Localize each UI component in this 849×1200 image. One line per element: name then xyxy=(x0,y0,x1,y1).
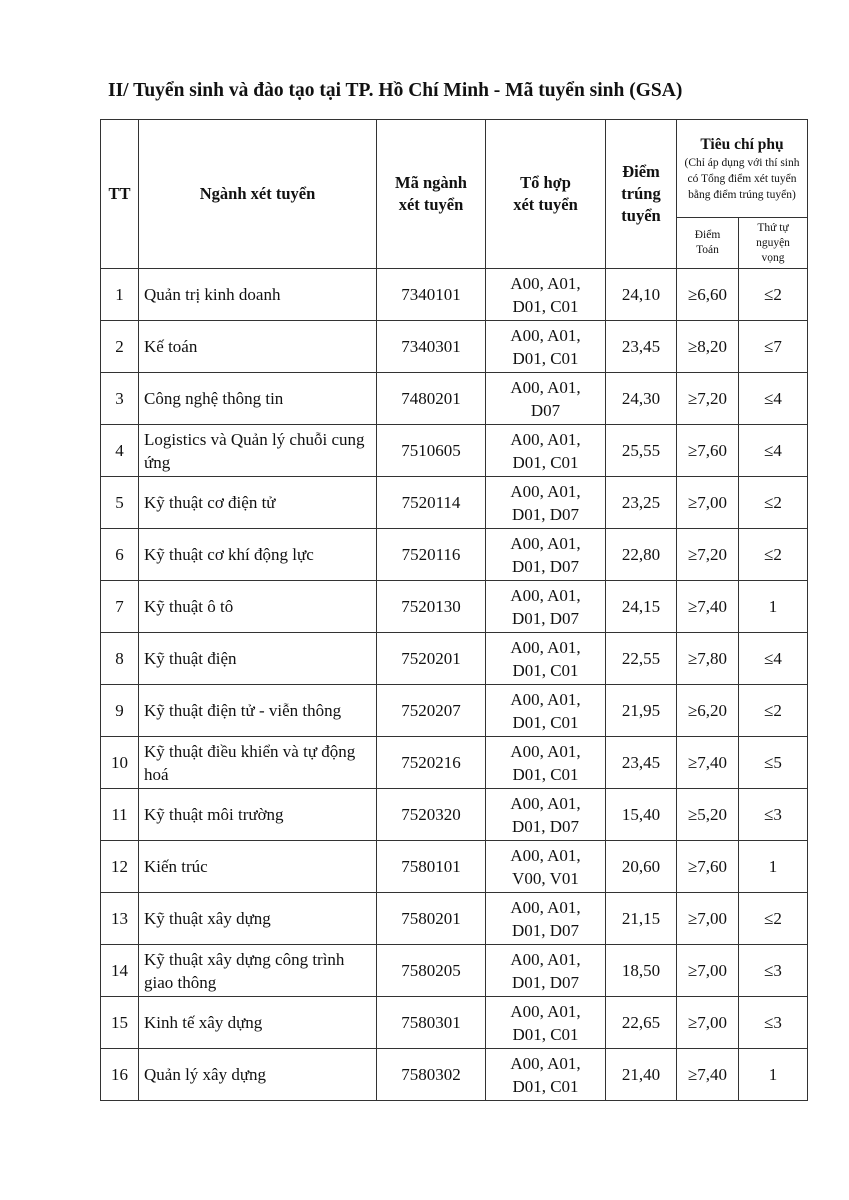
to-hop-line1: A00, A01, xyxy=(510,1001,581,1021)
page-title: II/ Tuyển sinh và đào tạo tại TP. Hồ Chí Minh - Mã tuyển sinh (GSA) xyxy=(108,80,683,101)
cell-ma-nganh: 7520130 xyxy=(377,581,486,633)
cell-diem: 24,10 xyxy=(606,269,677,321)
cell-to-hop xyxy=(486,997,606,1049)
cell-nguyen-vong: ≤2 xyxy=(739,269,808,321)
header-diem-line2: trúng xyxy=(621,184,661,203)
header-diem-toan xyxy=(677,218,739,269)
cell-ma-nganh: 7520216 xyxy=(377,737,486,789)
cell-tt: 10 xyxy=(101,737,139,789)
table-row xyxy=(101,789,808,841)
to-hop-line1: A00, A01, xyxy=(510,741,581,761)
to-hop-line2: D01, C01 xyxy=(512,712,579,732)
to-hop-line1: A00, A01, xyxy=(510,377,581,397)
cell-diem: 24,30 xyxy=(606,373,677,425)
cell-nganh: Kiến trúc xyxy=(139,841,377,893)
cell-diem-toan: ≥7,00 xyxy=(677,945,739,997)
header-tohop-line1: Tổ hợp xyxy=(520,173,571,192)
cell-nganh: Kỹ thuật điện xyxy=(139,633,377,685)
cell-diem-toan: ≥7,00 xyxy=(677,997,739,1049)
to-hop-line1: A00, A01, xyxy=(510,949,581,969)
cell-ma-nganh: 7480201 xyxy=(377,373,486,425)
to-hop-line2: D01, C01 xyxy=(512,1076,579,1096)
cell-tt: 15 xyxy=(101,997,139,1049)
table-row xyxy=(101,529,808,581)
table-row xyxy=(101,893,808,945)
cell-diem-toan: ≥6,60 xyxy=(677,269,739,321)
cell-tt: 6 xyxy=(101,529,139,581)
cell-tt: 12 xyxy=(101,841,139,893)
cell-nganh: Kinh tế xây dựng xyxy=(139,997,377,1049)
cell-ma-nganh: 7580301 xyxy=(377,997,486,1049)
cell-tt: 5 xyxy=(101,477,139,529)
cell-nganh: Quản lý xây dựng xyxy=(139,1049,377,1101)
to-hop-line2: D01, C01 xyxy=(512,1024,579,1044)
cell-nganh: Kỹ thuật điều khiển và tự động hoá xyxy=(139,737,377,789)
cell-ma-nganh: 7520201 xyxy=(377,633,486,685)
table-row xyxy=(101,373,808,425)
cell-nganh: Kỹ thuật xây dựng xyxy=(139,893,377,945)
cell-nguyen-vong: ≤2 xyxy=(739,477,808,529)
cell-tt: 14 xyxy=(101,945,139,997)
header-nganh: Ngành xét tuyển xyxy=(139,120,377,269)
cell-ma-nganh: 7520207 xyxy=(377,685,486,737)
cell-diem: 23,25 xyxy=(606,477,677,529)
table-row xyxy=(101,321,808,373)
cell-tt: 7 xyxy=(101,581,139,633)
cell-ma-nganh: 7580205 xyxy=(377,945,486,997)
to-hop-line2: D01, D07 xyxy=(511,556,580,576)
cell-nguyen-vong: 1 xyxy=(739,581,808,633)
cell-nguyen-vong: 1 xyxy=(739,841,808,893)
cell-diem-toan: ≥7,40 xyxy=(677,1049,739,1101)
table-row xyxy=(101,633,808,685)
to-hop-line2: D01, D07 xyxy=(511,504,580,524)
header-diem-line3: tuyển xyxy=(621,206,661,225)
table-row xyxy=(101,737,808,789)
to-hop-line2: D01, D07 xyxy=(511,608,580,628)
header-tieu-chi xyxy=(677,120,808,218)
cell-tt: 4 xyxy=(101,425,139,477)
header-toan-line2: Toán xyxy=(696,244,719,256)
cell-diem-toan: ≥7,00 xyxy=(677,477,739,529)
cell-to-hop xyxy=(486,581,606,633)
cell-nganh: Kỹ thuật điện tử - viễn thông xyxy=(139,685,377,737)
cell-tt: 13 xyxy=(101,893,139,945)
to-hop-line1: A00, A01, xyxy=(510,429,581,449)
cell-to-hop xyxy=(486,529,606,581)
cell-diem-toan: ≥6,20 xyxy=(677,685,739,737)
table-row xyxy=(101,1049,808,1101)
cell-diem: 21,40 xyxy=(606,1049,677,1101)
cell-to-hop xyxy=(486,685,606,737)
to-hop-line2: D01, D07 xyxy=(511,972,580,992)
cell-to-hop xyxy=(486,1049,606,1101)
to-hop-line2: V00, V01 xyxy=(512,868,579,888)
header-to-hop xyxy=(486,120,606,269)
cell-nguyen-vong: 1 xyxy=(739,1049,808,1101)
cell-ma-nganh: 7580302 xyxy=(377,1049,486,1101)
to-hop-line1: A00, A01, xyxy=(510,793,581,813)
cell-nguyen-vong: ≤4 xyxy=(739,425,808,477)
to-hop-line2: D01, C01 xyxy=(512,348,579,368)
cell-tt: 8 xyxy=(101,633,139,685)
cell-to-hop xyxy=(486,893,606,945)
cell-ma-nganh: 7580101 xyxy=(377,841,486,893)
to-hop-line1: A00, A01, xyxy=(510,689,581,709)
cell-to-hop xyxy=(486,789,606,841)
cell-diem: 23,45 xyxy=(606,737,677,789)
cell-tt: 16 xyxy=(101,1049,139,1101)
to-hop-line1: A00, A01, xyxy=(510,533,581,553)
cell-ma-nganh: 7520116 xyxy=(377,529,486,581)
cell-nguyen-vong: ≤3 xyxy=(739,997,808,1049)
cell-nguyen-vong: ≤5 xyxy=(739,737,808,789)
cell-diem-toan: ≥5,20 xyxy=(677,789,739,841)
cell-tt: 3 xyxy=(101,373,139,425)
cell-nganh: Công nghệ thông tin xyxy=(139,373,377,425)
header-toan-line1: Điểm xyxy=(694,229,721,241)
cell-nganh: Kỹ thuật cơ điện tử xyxy=(139,477,377,529)
cell-nguyen-vong: ≤2 xyxy=(739,893,808,945)
cell-diem: 22,65 xyxy=(606,997,677,1049)
cell-diem-toan: ≥7,40 xyxy=(677,737,739,789)
to-hop-line1: A00, A01, xyxy=(510,897,581,917)
cell-nguyen-vong: ≤2 xyxy=(739,685,808,737)
cell-diem-toan: ≥7,00 xyxy=(677,893,739,945)
cell-nganh: Logistics và Quản lý chuỗi cung ứng xyxy=(139,425,377,477)
cell-ma-nganh: 7520114 xyxy=(377,477,486,529)
cell-diem: 23,45 xyxy=(606,321,677,373)
cell-diem-toan: ≥7,60 xyxy=(677,841,739,893)
to-hop-line2: D01, D07 xyxy=(511,816,580,836)
cell-to-hop xyxy=(486,945,606,997)
to-hop-line2: D01, C01 xyxy=(512,660,579,680)
table-row xyxy=(101,477,808,529)
header-diem-line1: Điểm xyxy=(622,162,660,181)
cell-nganh: Kỹ thuật cơ khí động lực xyxy=(139,529,377,581)
cell-nganh: Kỹ thuật ô tô xyxy=(139,581,377,633)
cell-nguyen-vong: ≤3 xyxy=(739,789,808,841)
to-hop-line2: D01, C01 xyxy=(512,764,579,784)
cell-nguyen-vong: ≤2 xyxy=(739,529,808,581)
cell-tt: 9 xyxy=(101,685,139,737)
table-row xyxy=(101,685,808,737)
cell-to-hop xyxy=(486,373,606,425)
cell-diem: 25,55 xyxy=(606,425,677,477)
to-hop-line1: A00, A01, xyxy=(510,637,581,657)
cell-to-hop xyxy=(486,321,606,373)
header-tohop-line2: xét tuyển xyxy=(513,195,578,214)
header-tieuchi-title: Tiêu chí phụ xyxy=(700,135,784,153)
to-hop-line1: A00, A01, xyxy=(510,325,581,345)
table-row xyxy=(101,841,808,893)
cell-nguyen-vong: ≤7 xyxy=(739,321,808,373)
table-row xyxy=(101,269,808,321)
to-hop-line1: A00, A01, xyxy=(510,585,581,605)
table-row xyxy=(101,425,808,477)
header-nv-line1: Thứ tự xyxy=(757,221,789,234)
cell-nguyen-vong: ≤3 xyxy=(739,945,808,997)
to-hop-line2: D01, C01 xyxy=(512,452,579,472)
cell-ma-nganh: 7510605 xyxy=(377,425,486,477)
cell-diem-toan: ≥7,40 xyxy=(677,581,739,633)
header-tieuchi-note: (Chỉ áp dụng với thí sinh có Tổng điểm xét tuyển bằng điểm trúng tuyển) xyxy=(684,156,800,201)
table-row xyxy=(101,581,808,633)
cell-nganh: Kỹ thuật môi trường xyxy=(139,789,377,841)
to-hop-line2: D01, D07 xyxy=(511,920,580,940)
cell-diem-toan: ≥7,60 xyxy=(677,425,739,477)
cell-tt: 2 xyxy=(101,321,139,373)
cell-to-hop xyxy=(486,425,606,477)
table-body xyxy=(101,269,808,1101)
header-nguyen-vong xyxy=(739,218,808,269)
cell-to-hop xyxy=(486,841,606,893)
cell-ma-nganh: 7520320 xyxy=(377,789,486,841)
cell-to-hop xyxy=(486,269,606,321)
cell-nganh: Quản trị kinh doanh xyxy=(139,269,377,321)
header-diem xyxy=(606,120,677,269)
to-hop-line1: A00, A01, xyxy=(510,273,581,293)
cell-diem: 18,50 xyxy=(606,945,677,997)
to-hop-line2: D07 xyxy=(530,400,561,420)
cell-to-hop xyxy=(486,633,606,685)
cell-diem: 24,15 xyxy=(606,581,677,633)
cell-ma-nganh: 7340301 xyxy=(377,321,486,373)
header-ma-line1: Mã ngành xyxy=(395,173,467,192)
cell-tt: 1 xyxy=(101,269,139,321)
admission-table xyxy=(100,119,808,1101)
header-tt: TT xyxy=(101,120,139,269)
to-hop-line1: A00, A01, xyxy=(510,845,581,865)
cell-diem-toan: ≥7,80 xyxy=(677,633,739,685)
header-ma-nganh xyxy=(377,120,486,269)
cell-diem-toan: ≥7,20 xyxy=(677,529,739,581)
cell-diem: 22,80 xyxy=(606,529,677,581)
header-ma-line2: xét tuyển xyxy=(398,195,464,214)
cell-ma-nganh: 7340101 xyxy=(377,269,486,321)
cell-diem-toan: ≥7,20 xyxy=(677,373,739,425)
cell-diem: 21,95 xyxy=(606,685,677,737)
cell-diem: 22,55 xyxy=(606,633,677,685)
cell-to-hop xyxy=(486,737,606,789)
header-nv-line3: vọng xyxy=(761,251,785,264)
cell-diem: 20,60 xyxy=(606,841,677,893)
header-nv-line2: nguyện xyxy=(756,236,790,249)
cell-to-hop xyxy=(486,477,606,529)
cell-nguyen-vong: ≤4 xyxy=(739,633,808,685)
cell-diem-toan: ≥8,20 xyxy=(677,321,739,373)
cell-tt: 11 xyxy=(101,789,139,841)
to-hop-line2: D01, C01 xyxy=(512,296,579,316)
cell-ma-nganh: 7580201 xyxy=(377,893,486,945)
cell-diem: 21,15 xyxy=(606,893,677,945)
table-row xyxy=(101,997,808,1049)
cell-nguyen-vong: ≤4 xyxy=(739,373,808,425)
cell-diem: 15,40 xyxy=(606,789,677,841)
table-row xyxy=(101,945,808,997)
cell-nganh: Kỹ thuật xây dựng công trình giao thông xyxy=(139,945,377,997)
cell-nganh: Kế toán xyxy=(139,321,377,373)
to-hop-line1: A00, A01, xyxy=(510,1053,581,1073)
table-header xyxy=(101,120,808,269)
to-hop-line1: A00, A01, xyxy=(510,481,581,501)
